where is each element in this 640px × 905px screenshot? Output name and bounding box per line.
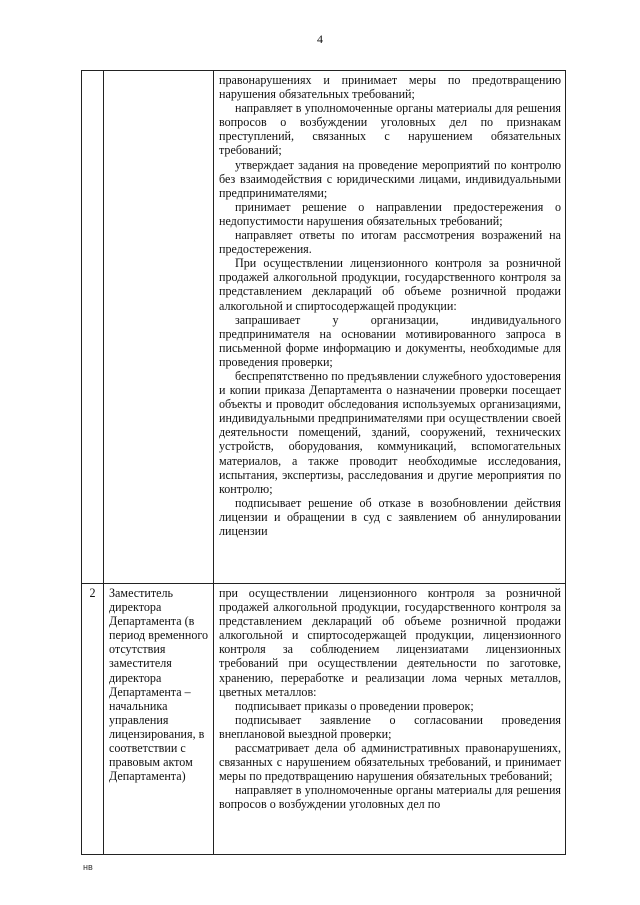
duty-paragraph: правонарушениях и принимает меры по предотвращению нарушения обязательных требований; [219,73,561,102]
duty-paragraph: направляет ответы по итогам рассмотрения возражений на предостережения. [219,228,561,257]
page-number: 4 [317,32,323,46]
table-row [82,71,566,584]
responsibilities-table [81,70,566,855]
row-number: 2 [82,584,104,855]
duty-paragraph: подписывает приказы о проведении проверок; [235,698,474,713]
duty-paragraph: запрашивает у организации, индивидуального предпринимателя на основании мотивированного запроса в письменной форме информацию и документы, необходимые для проведения проверки; [219,312,561,369]
duty-paragraph: подписывает заявление о согласовании проведения внеплановой выездной проверки; [219,712,561,741]
duty-paragraph: утверждает задания на проведение мероприятий по контролю без взаимодействия с юридическими лицами, индивидуальными предпринимателями; [219,157,561,200]
duty-paragraph: направляет в уполномоченные органы материалы для решения вопросов о возбуждении уголовных дел по [219,783,561,812]
row-number [82,71,104,584]
duty-paragraph: рассматривает дела об административных правонарушениях, связанных с нарушением обязательных требований, и принимает меры по предотвращению нарушения обязательных требований; [219,741,561,784]
duty-paragraph: подписывает решение об отказе в возобновлении действия лицензии и обращении в суд с заявлением об аннулировании лицензии [219,495,561,538]
duty-paragraph: При осуществлении лицензионного контроля за розничной продажей алкогольной продукции, государственного контроля за представлением деклараций об объеме розничной продажи алкогольной и спиртосодержащей продукции: [219,256,561,313]
duty-paragraph: принимает решение о направлении предостережения о недопустимости нарушения обязательных требований; [219,199,561,228]
duty-paragraph: направляет в уполномоченные органы материалы для решения вопросов о возбуждении уголовных дел по признакам преступлений, связанных с нарушением обязательных требований; [219,101,561,158]
table-row [82,584,566,855]
footer-mark: нв [83,862,93,872]
duty-paragraph: при осуществлении лицензионного контроля за розничной продажей алкогольной продукции, государственного контроля за представлением деклараций об объеме розничной продажи алкогольной и спиртосодержащей продукции, лицензионного контроля за соблюдением лицензиатами лицензионных требований при осуществлении деятельности по заготовке, хранению, переработке и реализации лома черных металлов, цветных металлов: [219,586,561,699]
position-title [104,71,214,584]
duty-paragraph: беспрепятственно по предъявлении служебного удостоверения и копии приказа Департамента о назначении проверки посещает объекты и проводит обследования используемых организациями, индивидуальными предпринимателями при осуществлении своей деятельности помещений, зданий, сооружений, технических устройств, оборудования, коммуникаций, вспомогательных материалов, а также проводит необходимые исследования, испытания, экспертизы, расследования и другие мероприятия по контролю; [219,368,561,496]
duties-cell [214,584,566,855]
duties-cell [214,71,566,584]
position-title: Заместитель директора Департамента (в период временного отсутствия заместителя директора Департамента – начальника управления лицензирования, в соответствии с правовым актом Департамента) [104,584,214,855]
